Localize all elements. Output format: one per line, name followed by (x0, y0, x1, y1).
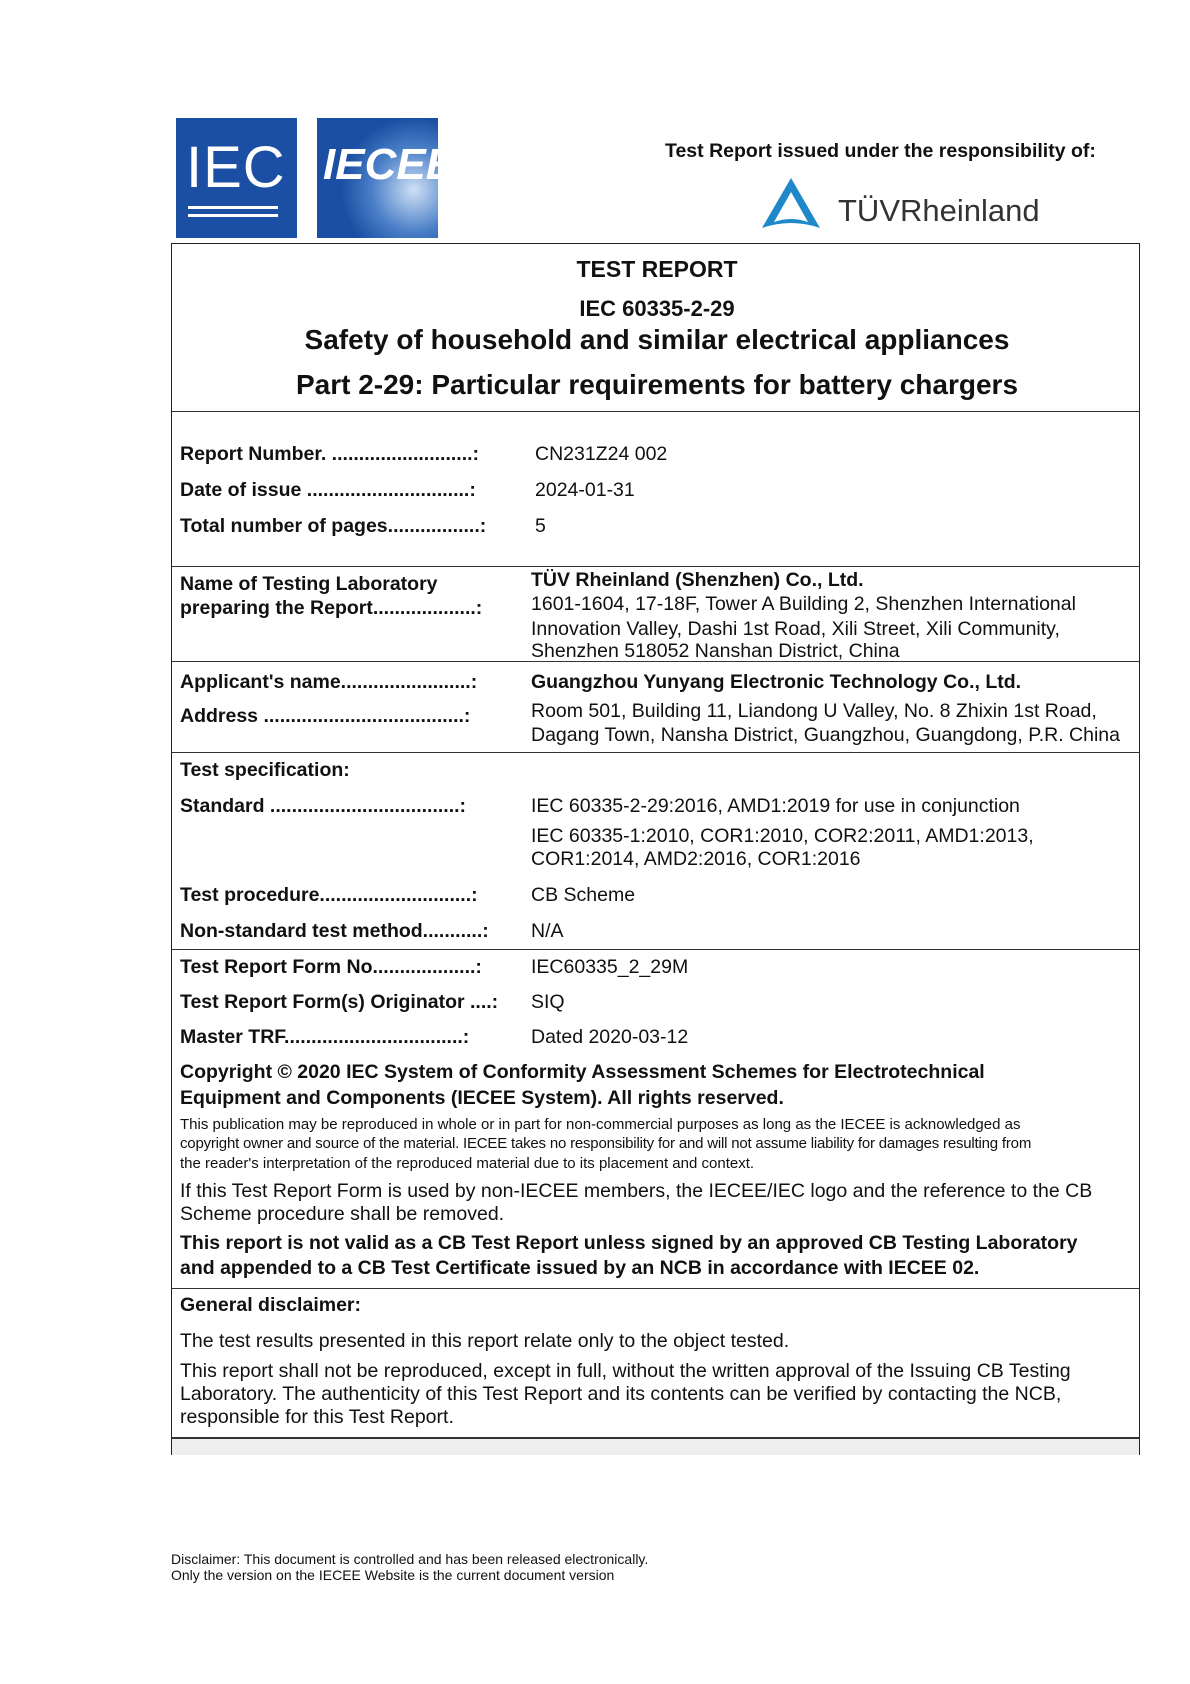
value: COR1:2014, AMD2:2016, COR1:2016 (531, 848, 861, 870)
disclaimer-heading: General disclaimer: (180, 1294, 362, 1316)
responsibility-text: Test Report issued under the responsibility of: (665, 140, 1096, 162)
copyright-text: copyright owner and source of the material. IECEE takes no responsibility for and will not assume liability for damages resulting from (180, 1135, 1032, 1152)
label: Test Report Form(s) Originator ....: (180, 991, 499, 1013)
value: Shenzhen 518052 Nanshan District, China (531, 640, 900, 662)
subtitle: Safety of household and similar electrical appliances (304, 324, 1010, 355)
label: Non-standard test method...........: (180, 920, 489, 942)
footer-bar (172, 1437, 1139, 1455)
value: CB Scheme (531, 884, 636, 906)
tuv-triangle-icon (758, 176, 824, 232)
value: Room 501, Building 11, Liandong U Valley, No. 8 Zhixin 1st Road, (531, 700, 1097, 722)
label: Master TRF.................................: (180, 1026, 470, 1048)
label: Standard ...................................: (180, 795, 467, 817)
label: Report Number. ..........................: (180, 443, 480, 465)
copyright-text: This publication may be reproduced in whole or in part for non-commercial purposes as long as the IECEE is acknowledged as (180, 1116, 1021, 1133)
value: IEC 60335-2-29:2016, AMD1:2019 for use in conjunction (531, 795, 1020, 817)
label: Applicant's name........................: (180, 671, 478, 693)
iec-logo: IEC (176, 118, 297, 238)
label: Date of issue ..............................: (180, 479, 476, 501)
copyright-text: the reader's interpretation of the reproduced material due to its placement and context. (180, 1155, 755, 1172)
value: SIQ (531, 991, 565, 1013)
value: 5 (535, 515, 546, 537)
validity-note: This report is not valid as a CB Test Report unless signed by an approved CB Testing Laboratory (180, 1232, 1078, 1254)
disclaimer-text: The test results presented in this report relate only to the object tested. (180, 1330, 790, 1352)
value: CN231Z24 002 (535, 443, 668, 465)
value: Guangzhou Yunyang Electronic Technology Co., Ltd. (531, 671, 1022, 693)
copyright-note: Scheme procedure shall be removed. (180, 1203, 505, 1225)
label: Test procedure............................: (180, 884, 478, 906)
label: Address .....................................: (180, 705, 471, 727)
validity-note: and appended to a CB Test Certificate issued by an NCB in accordance with IECEE 02. (180, 1257, 980, 1279)
label: Test specification: (180, 759, 350, 781)
label: Total number of pages.................: (180, 515, 487, 537)
title: TEST REPORT (576, 256, 738, 282)
disclaimer-text: This report shall not be reproduced, except in full, without the written approval of the Issuing CB Testing (180, 1360, 1071, 1382)
copyright-heading: Equipment and Components (IECEE System). All rights reserved. (180, 1087, 784, 1109)
value: 1601-1604, 17-18F, Tower A Building 2, Shenzhen International (531, 593, 1076, 615)
label: Test Report Form No...................: (180, 956, 482, 978)
copyright-heading: Copyright © 2020 IEC System of Conformity Assessment Schemes for Electrotechnical (180, 1061, 985, 1083)
label: Name of Testing Laboratory (180, 573, 438, 595)
value: Dated 2020-03-12 (531, 1026, 689, 1048)
footer-disclaimer: Only the version on the IECEE Website is the current document version (171, 1567, 615, 1583)
value: Dagang Town, Nansha District, Guangzhou, Guangdong, P.R. China (531, 724, 1120, 746)
tuv-logo-text: TÜVRheinland (838, 193, 1040, 228)
label: preparing the Report...................: (180, 597, 483, 619)
footer-disclaimer: Disclaimer: This document is controlled and has been released electronically. (171, 1551, 649, 1567)
part-title: Part 2-29: Particular requirements for battery chargers (295, 369, 1019, 400)
value: IEC60335_2_29M (531, 956, 689, 978)
disclaimer-text: Laboratory. The authenticity of this Test Report and its contents can be verified by contacting the NCB, (180, 1383, 1062, 1405)
value: 2024-01-31 (535, 479, 635, 501)
disclaimer-text: responsible for this Test Report. (180, 1406, 454, 1428)
value: N/A (531, 920, 564, 942)
value: TÜV Rheinland (Shenzhen) Co., Ltd. (531, 569, 864, 591)
copyright-note: If this Test Report Form is used by non-IECEE members, the IECEE/IEC logo and the reference to the CB (180, 1180, 1093, 1202)
iecee-logo: IECEE (317, 118, 438, 238)
value: IEC 60335-1:2010, COR1:2010, COR2:2011, AMD1:2013, (531, 825, 1034, 847)
value: Innovation Valley, Dashi 1st Road, Xili Street, Xili Community, (531, 618, 1060, 640)
standard-number: IEC 60335-2-29 (579, 296, 735, 321)
